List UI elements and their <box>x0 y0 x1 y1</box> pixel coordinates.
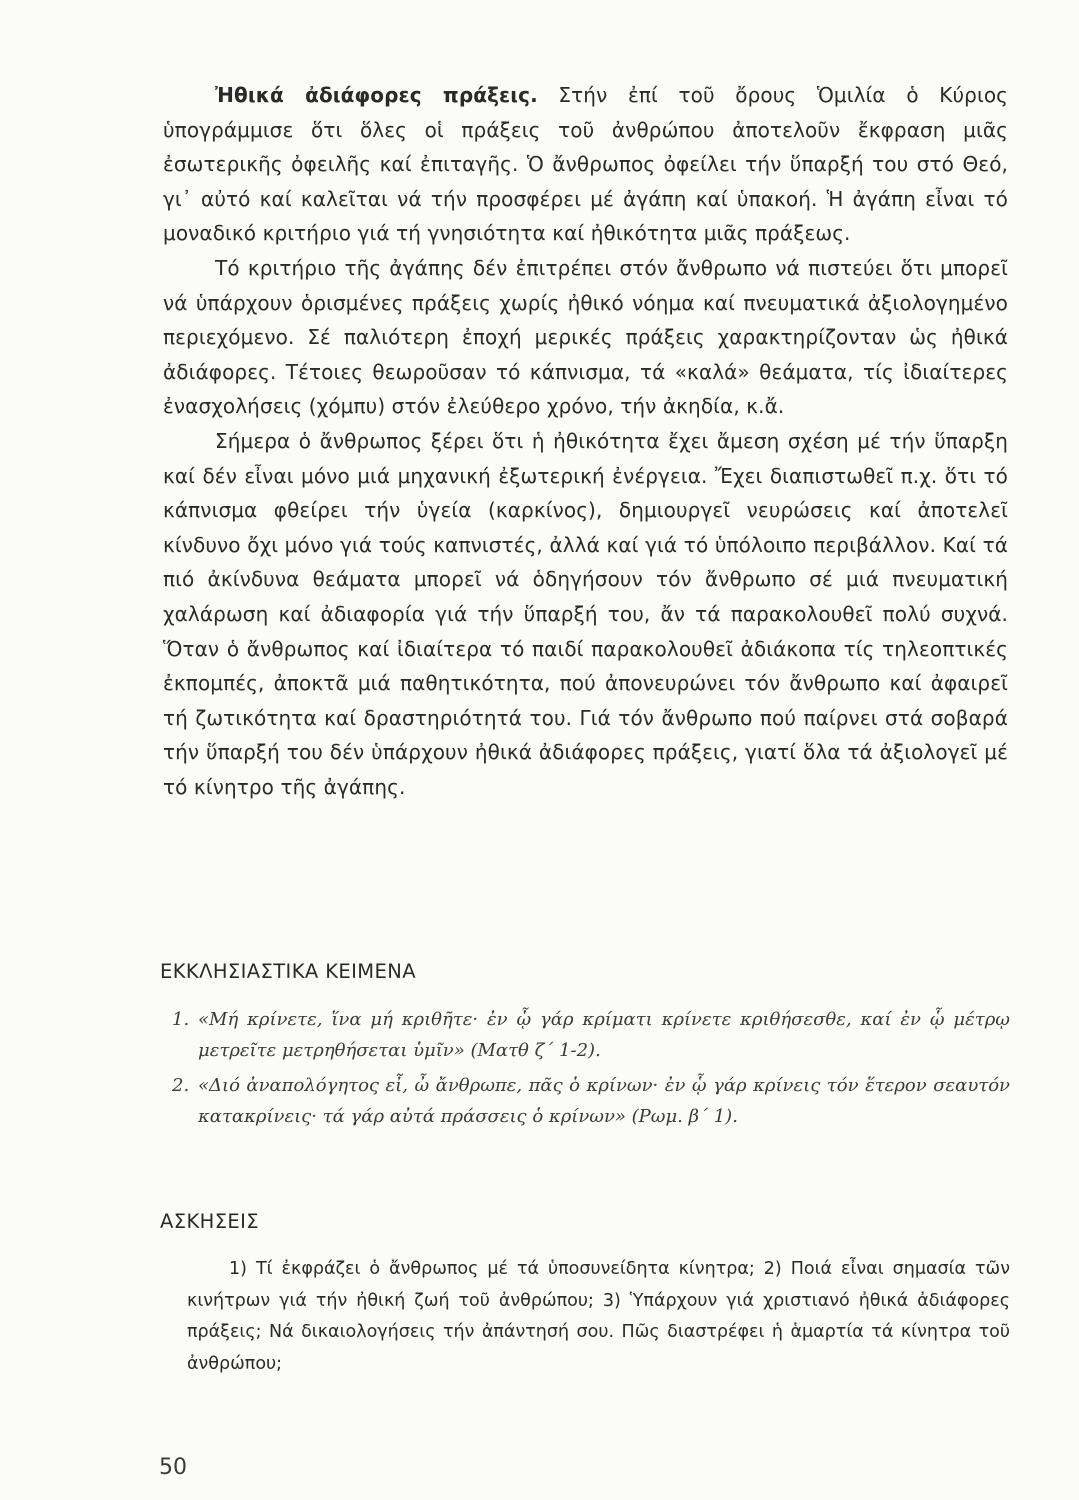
main-text <box>163 78 1008 804</box>
paragraph-1 <box>163 78 1008 251</box>
church-texts-heading: ΕΚΚΛΗΣΙΑΣΤΙΚΑ ΚΕΙΜΕΝΑ <box>160 960 416 983</box>
section-lead-title: Ἠθικά ἀδιάφορες πράξεις. <box>215 83 538 107</box>
list-item <box>172 1004 1010 1066</box>
list-item-text: «Διό ἀναπολόγητος εἶ, ὦ ἄνθρωπε, πᾶς ὁ κρίνων· ἐν ᾧ γάρ κρίνεις τόν ἕτερον σεαυτόν κατακρίνεις· τά γάρ αὐτά πράσσεις ὁ κρίνων» (Ρωμ. β΄ 1). <box>198 1075 1010 1127</box>
page-number: 50 <box>159 1455 187 1480</box>
list-item <box>172 1070 1010 1132</box>
exercises-text: 1) Τί ἐκφράζει ὁ ἄνθρωπος μέ τά ὑποσυνείδητα κίνητρα; 2) Ποιά εἶναι σημασία τῶν κινήτρων γιά τήν ἠθική ζωή τοῦ ἀνθρώπου; 3) Ὑπάρχουν γιά χριστιανό ἠθικά ἀδιάφορες πράξεις; Νά δικαιολογήσεις τήν ἀπάντησή σου. Πῶς διαστρέφει ἡ ἁμαρτία τά κίνητρα τοῦ ἀνθρώπου; <box>187 1259 1010 1374</box>
paragraph-1-text: Στήν ἐπί τοῦ ὄρους Ὁμιλία ὁ Κύριος ὑπογράμμισε ὅτι ὅλες οἱ πράξεις τοῦ ἀνθρώπου ἀποτελοῦν ἔκφραση μιᾶς ἐσωτερικῆς ὀφειλῆς καί ἐπιταγῆς. Ὁ ἄνθρωπος ὀφείλει τήν ὕπαρξή του στό Θεό, γι᾽ αὐτό καί καλεῖται νά τήν προσφέρει μέ ἀγάπη καί ὑπακοή. Ἡ ἀγάπη εἶναι τό μοναδικό κριτήριο γιά τή γνησιότητα καί ἠθικότητα μιᾶς πράξεως. <box>163 83 1008 246</box>
list-item-number: 2. <box>172 1075 190 1096</box>
list-item-text: «Μή κρίνετε, ἵνα μή κριθῆτε· ἐν ᾧ γάρ κρίματι κρίνετε κριθήσεσθε, καί ἐν ᾧ μέτρῳ μετρεῖτε μετρηθήσεται ὑμῖν» (Ματθ ζ΄ 1-2). <box>198 1009 1010 1061</box>
paragraph-3: Σήμερα ὁ ἄνθρωπος ξέρει ὅτι ἡ ἠθικότητα ἔχει ἄμεση σχέση μέ τήν ὕπαρξη καί δέν εἶναι μόνο μιά μηχανική ἐξωτερική ἐνέργεια. Ἔχει διαπιστωθεῖ π.χ. ὅτι τό κάπνισμα φθείρει τήν ὑγεία (καρκίνος), δημιουργεῖ νευρώσεις καί ἀποτελεῖ κίνδυνο ὄχι μόνο γιά τούς καπνιστές, ἀλλά καί γιά τό ὑπόλοιπο περιβάλλον. Καί τά πιό ἀκίνδυνα θεάματα μπορεῖ νά ὁδηγήσουν τόν ἄνθρωπο σέ μιά πνευματική χαλάρωση καί ἀδιαφορία γιά τήν ὕπαρξή του, ἄν τά παρακολουθεῖ πολύ συχνά. Ὅταν ὁ ἄνθρωπος καί ἰδιαίτερα τό παιδί παρακολουθεῖ ἀδιάκοπα τίς τηλεοπτικές ἐκπομπές, ἀποκτᾶ μιά παθητικότητα, πού ἀπονευρώνει τόν ἄνθρωπο καί ἀφαιρεῖ τή ζωτικότητα καί δραστηριότητά του. Γιά τόν ἄνθρωπο πού παίρνει στά σοβαρά τήν ὕπαρξή του δέν ὑπάρχουν ἠθικά ἀδιάφορες πράξεις, γιατί ὅλα τά ἀξιολογεῖ μέ τό κίνητρο τῆς ἀγάπης. <box>163 428 1008 799</box>
exercises-heading: ΑΣΚΗΣΕΙΣ <box>160 1210 260 1233</box>
paragraph-2: Τό κριτήριο τῆς ἀγάπης δέν ἐπιτρέπει στόν ἄνθρωπο νά πιστεύει ὅτι μπορεῖ νά ὑπάρχουν ὁρισμένες πράξεις χωρίς ἠθικό νόημα καί πνευματικά ἀξιολογημένο περιεχόμενο. Σέ παλιότερη ἐποχή μερικές πράξεις χαρακτηρίζονταν ὡς ἠθικά ἀδιάφορες. Τέτοιες θεωροῦσαν τό κάπνισμα, τά «καλά» θεάματα, τίς ἰδιαίτερες ἐνασχολήσεις (χόμπυ) στόν ἐλεύθερο χρόνο, τήν ἀκηδία, κ.ἄ. <box>163 255 1008 419</box>
church-texts-list <box>172 1004 1010 1136</box>
list-item-number: 1. <box>172 1009 190 1030</box>
